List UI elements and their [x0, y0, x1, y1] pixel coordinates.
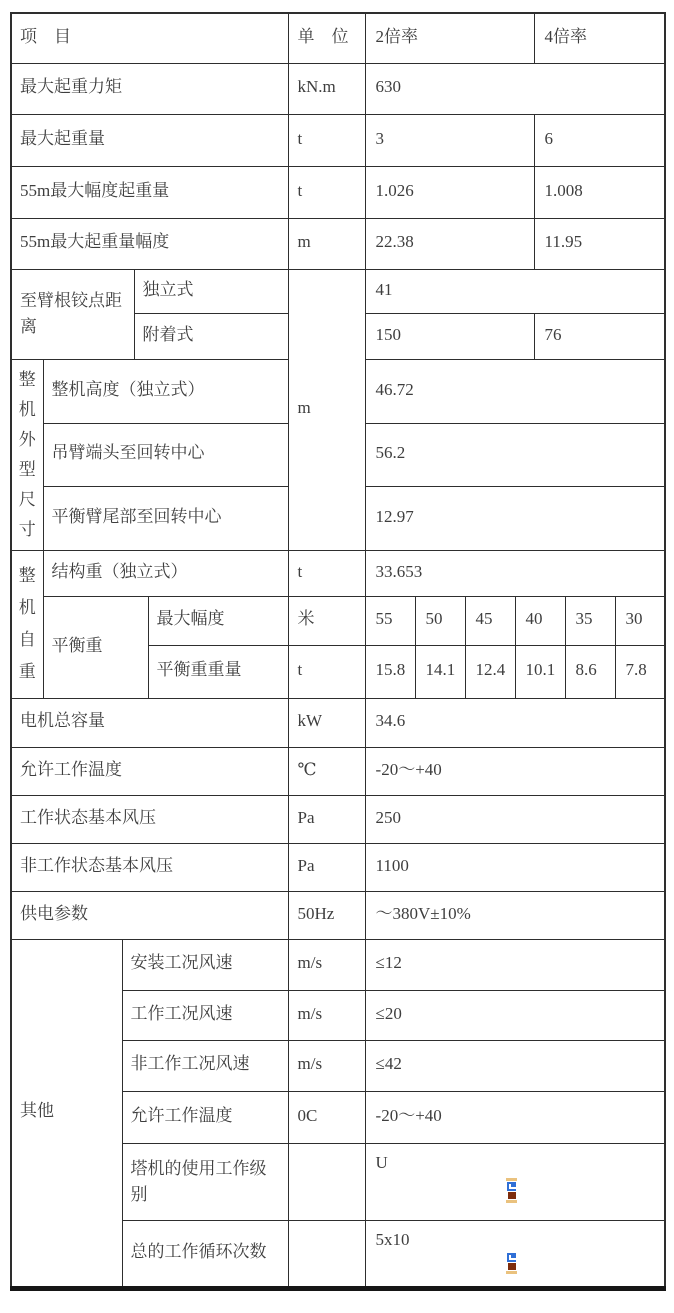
selfweight-group-label: 整机自重 [11, 550, 43, 698]
counterweight-radius-label: 最大幅度 [148, 596, 288, 645]
hinge-independent-label: 独立式 [134, 269, 288, 313]
spec-table [10, 12, 666, 1291]
table-row [11, 596, 665, 645]
temp-value: -20～+40 [365, 747, 665, 795]
header-rate2: 2倍率 [365, 13, 534, 63]
table-row [11, 114, 665, 166]
other-temp-label: 允许工作温度 [122, 1091, 288, 1143]
other-nonwork-wind-unit: m/s [288, 1040, 365, 1091]
other-install-wind-value: ≤12 [365, 939, 665, 990]
other-cycles-label: 总的工作循环次数 [122, 1220, 288, 1288]
other-install-wind-unit: m/s [288, 939, 365, 990]
header-rate4: 4倍率 [534, 13, 665, 63]
counterweight-radius-value: 30 [615, 596, 665, 645]
table-row [11, 795, 665, 843]
table-row [11, 550, 665, 596]
counterweight-radius-unit: 米 [288, 596, 365, 645]
load-55m-unit: t [288, 166, 365, 218]
radius-maxload-value-2x: 22.38 [365, 218, 534, 269]
dims-group-label: 整机外型尺寸 [11, 359, 43, 550]
max-load-value-2x: 3 [365, 114, 534, 166]
dims-height-value: 46.72 [365, 359, 665, 423]
hinge-distance-label: 至臂根铰点距离 [11, 269, 134, 359]
counterweight-weight-value: 14.1 [415, 645, 465, 698]
max-moment-unit: kN.m [288, 63, 365, 114]
table-row [11, 939, 665, 990]
hinge-independent-value: 41 [365, 269, 665, 313]
structure-weight-value: 33.653 [365, 550, 665, 596]
counterweight-weight-value: 7.8 [615, 645, 665, 698]
counterweight-weight-value: 12.4 [465, 645, 515, 698]
motor-label: 电机总容量 [11, 698, 288, 747]
dims-unit: m [288, 269, 365, 550]
header-unit: 单 位 [288, 13, 365, 63]
dims-jibtip-label: 吊臂端头至回转中心 [43, 423, 288, 486]
load-55m-value-2x: 1.026 [365, 166, 534, 218]
power-label: 供电参数 [11, 891, 288, 939]
counterweight-group-label: 平衡重 [43, 596, 148, 698]
other-work-wind-label: 工作工况风速 [122, 990, 288, 1040]
power-value: ～380V±10% [365, 891, 665, 939]
max-moment-value: 630 [365, 63, 665, 114]
load-55m-value-4x: 1.008 [534, 166, 665, 218]
radius-maxload-label: 55m最大起重量幅度 [11, 218, 288, 269]
counterweight-weight-label: 平衡重重量 [148, 645, 288, 698]
wind-work-value: 250 [365, 795, 665, 843]
other-temp-value: -20～+40 [365, 1091, 665, 1143]
table-row [11, 698, 665, 747]
other-nonwork-wind-value: ≤42 [365, 1040, 665, 1091]
radius-maxload-value-4x: 11.95 [534, 218, 665, 269]
counterweight-radius-value: 55 [365, 596, 415, 645]
radius-maxload-unit: m [288, 218, 365, 269]
other-duty-class-label: 塔机的使用工作级别 [122, 1143, 288, 1220]
header-item: 项 目 [11, 13, 288, 63]
other-duty-class-unit [288, 1143, 365, 1220]
other-nonwork-wind-label: 非工作工况风速 [122, 1040, 288, 1091]
wind-work-unit: Pa [288, 795, 365, 843]
wind-nonwork-unit: Pa [288, 843, 365, 891]
other-cycles-value-cell [365, 1220, 665, 1288]
power-unit: 50Hz [288, 891, 365, 939]
hinge-attached-value-2x: 150 [365, 313, 534, 359]
counterweight-weight-value: 8.6 [565, 645, 615, 698]
counterweight-radius-value: 45 [465, 596, 515, 645]
broken-image-icon [506, 1252, 517, 1274]
hinge-attached-value-4x: 76 [534, 313, 665, 359]
max-moment-label: 最大起重力矩 [11, 63, 288, 114]
table-row [11, 166, 665, 218]
table-row [11, 63, 665, 114]
hinge-attached-label: 附着式 [134, 313, 288, 359]
counterweight-weight-value: 15.8 [365, 645, 415, 698]
other-temp-unit: 0C [288, 1091, 365, 1143]
max-load-label: 最大起重量 [11, 114, 288, 166]
max-load-unit: t [288, 114, 365, 166]
structure-weight-label: 结构重（独立式） [43, 550, 288, 596]
max-load-value-4x: 6 [534, 114, 665, 166]
wind-nonwork-value: 1100 [365, 843, 665, 891]
other-cycles-unit [288, 1220, 365, 1288]
motor-unit: kW [288, 698, 365, 747]
wind-nonwork-label: 非工作状态基本风压 [11, 843, 288, 891]
dims-jibtip-value: 56.2 [365, 423, 665, 486]
broken-image-icon [506, 1178, 517, 1203]
other-duty-class-value: U [375, 1152, 388, 1172]
table-row-header [11, 13, 665, 63]
counterweight-weight-value: 10.1 [515, 645, 565, 698]
other-work-wind-unit: m/s [288, 990, 365, 1040]
dims-counterjib-value: 12.97 [365, 486, 665, 550]
load-55m-label: 55m最大幅度起重量 [11, 166, 288, 218]
wind-work-label: 工作状态基本风压 [11, 795, 288, 843]
table-row [11, 747, 665, 795]
table-row [11, 269, 665, 313]
counterweight-radius-value: 40 [515, 596, 565, 645]
other-install-wind-label: 安装工况风速 [122, 939, 288, 990]
counterweight-radius-value: 35 [565, 596, 615, 645]
structure-weight-unit: t [288, 550, 365, 596]
table-row [11, 843, 665, 891]
temp-unit: ℃ [288, 747, 365, 795]
counterweight-weight-unit: t [288, 645, 365, 698]
temp-label: 允许工作温度 [11, 747, 288, 795]
counterweight-radius-value: 50 [415, 596, 465, 645]
dims-counterjib-label: 平衡臂尾部至回转中心 [43, 486, 288, 550]
other-group-label: 其他 [11, 939, 122, 1288]
other-work-wind-value: ≤20 [365, 990, 665, 1040]
other-duty-class-value-cell [365, 1143, 665, 1220]
dims-height-label: 整机高度（独立式） [43, 359, 288, 423]
table-row [11, 891, 665, 939]
table-row [11, 218, 665, 269]
other-cycles-value: 5x10 [375, 1229, 410, 1249]
motor-value: 34.6 [365, 698, 665, 747]
